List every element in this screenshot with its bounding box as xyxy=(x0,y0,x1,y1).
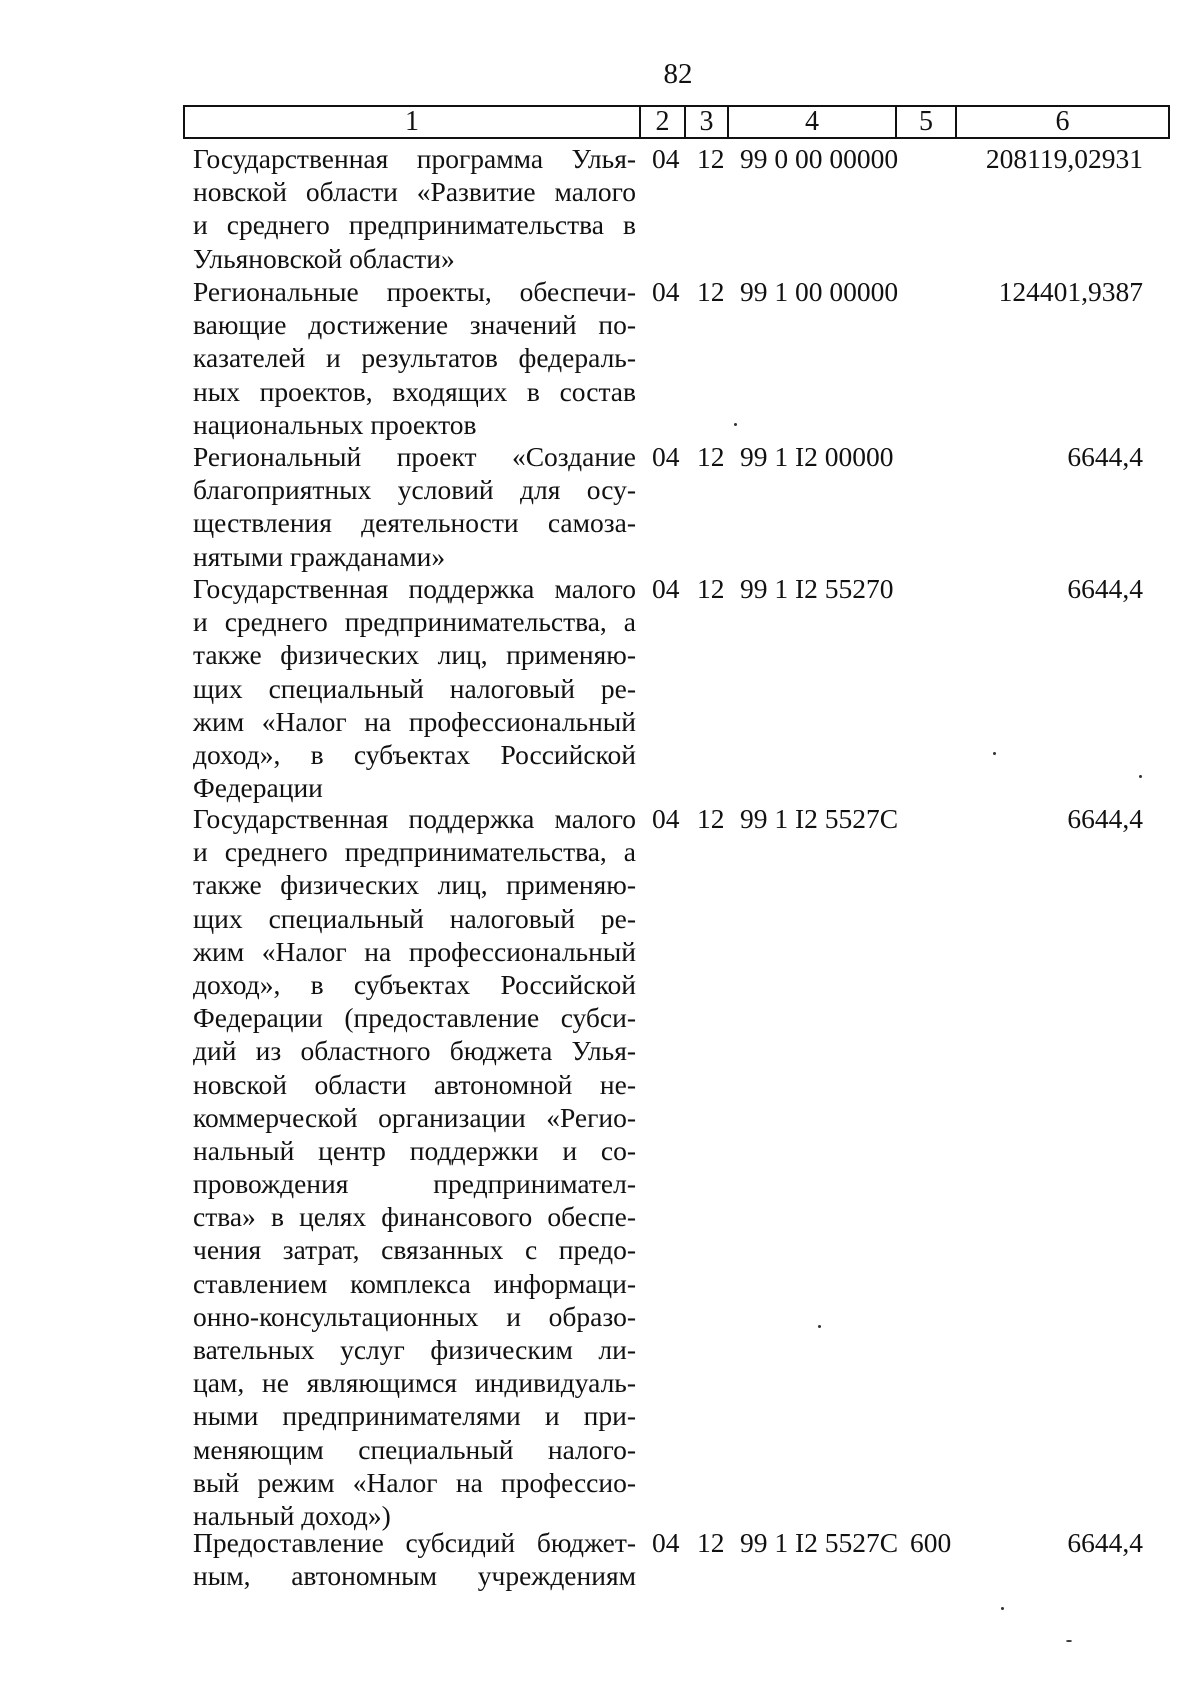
description-line: доход», в субъектах Российской xyxy=(193,738,636,770)
header-col-5: 5 xyxy=(895,107,955,137)
description-line: нальный центр поддержки и со- xyxy=(193,1134,636,1166)
cell-col-6: 124401,9387 xyxy=(998,276,1143,307)
description-line: вый режим «Налог на профессио- xyxy=(193,1466,636,1498)
cell-col-3: 12 xyxy=(697,276,725,307)
description-line: Государственная поддержка малого xyxy=(193,803,636,834)
description-line: доход», в субъектах Российской xyxy=(193,968,636,1000)
description-line: Федерации (предоставление субси- xyxy=(193,1002,636,1034)
description-line: Государственная программа Улья- xyxy=(193,143,636,174)
description-line: ным, автономным учреждениям xyxy=(193,1560,636,1592)
description-line: ными предпринимателями и при- xyxy=(193,1400,636,1432)
description-line: Региональные проекты, обеспечи- xyxy=(193,276,636,307)
cell-col-4: 99 1 I2 00000 xyxy=(740,441,894,472)
scan-speck xyxy=(1139,775,1142,778)
description-line: ставлением комплекса информаци- xyxy=(193,1267,636,1299)
cell-col-6: 208119,02931 xyxy=(985,143,1143,174)
cell-col-4: 99 1 I2 5527C xyxy=(740,1527,899,1558)
cell-col-3: 12 xyxy=(697,441,725,472)
description-line: провождения предпринимател- xyxy=(193,1168,636,1200)
description-line: нятыми гражданами» xyxy=(193,540,446,572)
cell-col-3: 12 xyxy=(697,573,725,604)
cell-col-4: 99 1 I2 55270 xyxy=(740,573,894,604)
row-description xyxy=(193,440,636,573)
row-description xyxy=(193,572,636,804)
table-header xyxy=(183,105,1170,139)
description-line: Региональный проект «Создание xyxy=(193,441,636,472)
description-line: и среднего предпринимательства в xyxy=(193,209,636,241)
cell-col-3: 12 xyxy=(697,803,725,834)
cell-col-3: 12 xyxy=(697,143,725,174)
description-line: Государственная поддержка малого xyxy=(193,573,636,604)
row-description xyxy=(193,142,636,275)
scan-speck xyxy=(1066,1640,1072,1642)
description-line: Ульяновской области» xyxy=(193,242,455,274)
description-line: также физических лиц, применяю- xyxy=(193,639,636,671)
header-col-1: 1 xyxy=(405,106,419,137)
cell-col-2: 04 xyxy=(652,441,680,472)
description-line: и среднего предпринимательства, а xyxy=(193,836,636,868)
description-line: Предоставление субсидий бюджет- xyxy=(193,1527,636,1558)
cell-col-2: 04 xyxy=(652,276,680,307)
description-line: новской области автономной не- xyxy=(193,1068,636,1100)
scan-speck xyxy=(818,1325,821,1328)
header-col-2: 2 xyxy=(639,107,684,137)
description-line: казателей и результатов федераль- xyxy=(193,342,636,374)
cell-col-6: 6644,4 xyxy=(1067,441,1143,472)
scan-speck xyxy=(734,423,737,426)
description-line: жим «Налог на профессиональный xyxy=(193,705,636,737)
cell-col-2: 04 xyxy=(652,573,680,604)
row-description xyxy=(193,1526,636,1592)
header-col-3: 3 xyxy=(684,107,727,137)
description-line: вательных услуг физическим ли- xyxy=(193,1334,636,1365)
description-line: благоприятных условий для осу- xyxy=(193,474,636,506)
cell-col-2: 04 xyxy=(652,803,680,834)
description-line: также физических лиц, применяю- xyxy=(193,869,636,901)
description-line: щих специальный налоговый ре- xyxy=(193,672,636,704)
description-line: цам, не являющимся индивидуаль- xyxy=(193,1367,636,1399)
description-line: Федерации xyxy=(193,772,323,804)
description-line: нальный доход») xyxy=(193,1499,391,1531)
cell-col-4: 99 1 00 00000 xyxy=(740,276,899,307)
description-line: национальных проектов xyxy=(193,408,477,440)
description-line: коммерческой организации «Регио- xyxy=(193,1101,636,1133)
header-col-6: 6 xyxy=(955,107,1168,137)
description-line: щих специальный налоговый ре- xyxy=(193,902,636,934)
cell-col-4: 99 1 I2 5527C xyxy=(740,803,899,834)
description-line: дий из областного бюджета Улья- xyxy=(193,1035,636,1067)
row-description xyxy=(193,802,636,1532)
scan-speck xyxy=(1001,1607,1004,1610)
cell-col-6: 6644,4 xyxy=(1067,573,1143,604)
header-col-4: 4 xyxy=(727,107,895,137)
description-line: вающие достижение значений по- xyxy=(193,309,636,341)
description-line: чения затрат, связанных с предо- xyxy=(193,1234,636,1266)
cell-col-2: 04 xyxy=(652,1527,680,1558)
description-line: и среднего предпринимательства, а xyxy=(193,606,636,638)
page-number: 82 xyxy=(663,58,693,90)
cell-col-6: 6644,4 xyxy=(1067,803,1143,834)
cell-col-6: 6644,4 xyxy=(1067,1527,1143,1558)
scan-speck xyxy=(993,752,996,755)
row-description xyxy=(193,275,636,441)
description-line: меняющим специальный налого- xyxy=(193,1433,636,1465)
cell-col-3: 12 xyxy=(697,1527,725,1558)
cell-col-4: 99 0 00 00000 xyxy=(740,143,899,174)
description-line: ществления деятельности самоза- xyxy=(193,507,636,539)
description-line: онно-консультационных и образо- xyxy=(193,1300,636,1332)
description-line: жим «Налог на профессиональный xyxy=(193,935,636,967)
description-line: новской области «Развитие малого xyxy=(193,176,636,208)
description-line: ных проектов, входящих в состав xyxy=(193,375,636,407)
description-line: ства» в целях финансового обеспе- xyxy=(193,1201,636,1233)
cell-col-5: 600 xyxy=(910,1527,952,1558)
cell-col-2: 04 xyxy=(652,143,680,174)
